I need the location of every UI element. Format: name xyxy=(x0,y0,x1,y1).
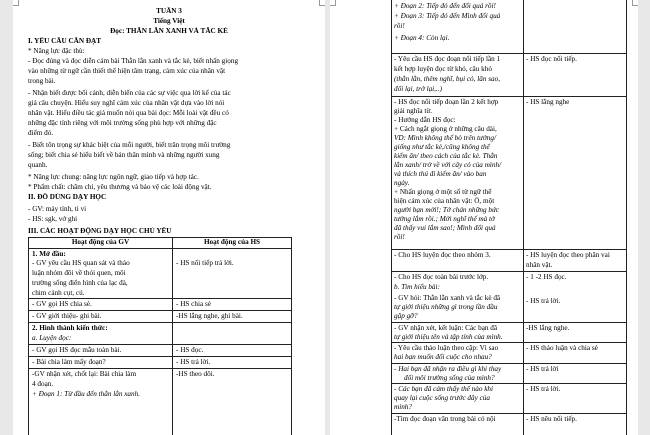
margin-mark xyxy=(330,0,336,6)
gv-text: ngày. xyxy=(394,179,410,187)
table-row xyxy=(394,385,522,412)
hs-text: - HS trả lời. xyxy=(526,385,561,393)
table-row xyxy=(32,358,170,367)
hs-text: - HS chia sẻ xyxy=(176,300,211,308)
gv-text: lằn xanh/ trở về với cây cỏ của mình/ xyxy=(394,161,502,169)
gv-text: đổi môi trường sống của mình? xyxy=(404,374,495,382)
gv-text: rồi! xyxy=(394,22,405,30)
text-line: những đặc tính riêng với môi trường sống phù hợp với những đặc xyxy=(28,119,217,127)
table-row xyxy=(394,365,522,383)
hs-text: - HS nêu nối tiếp. xyxy=(526,415,577,423)
text-line: * Năng lực đặc thù: xyxy=(28,47,85,55)
table-row xyxy=(394,251,522,260)
gv-text: hai bạn muốn đổi cuộc cho nhau? xyxy=(394,353,492,361)
table-row xyxy=(394,324,522,342)
gv-text: - Hai bạn đã nhận ra điều gì khi thay xyxy=(394,365,502,373)
text-line: sống; biết chia sẻ hiểu biết về bản thân mình và những người xung xyxy=(28,151,220,159)
hs-text: - HS đọc nối tiếp. xyxy=(526,55,577,63)
hs-text: - HS nối tiếp trả lời. xyxy=(176,259,234,267)
hs-text: - 1 -2 HS đọc. xyxy=(526,273,567,281)
table-row xyxy=(394,344,522,362)
gv-text: 1. Mở đầu: xyxy=(32,250,66,258)
gv-text: - Cho HS đọc toàn bài trước lớp. xyxy=(394,273,489,281)
gv-text: - Yêu cầu thảo luận theo cặp: Vì sao xyxy=(394,344,499,352)
table-row xyxy=(394,273,522,292)
gv-text: + Đoạn 2: Tiếp đó đến đổi quá rồi! xyxy=(394,2,496,10)
gv-text: giống như tắc kè,/cũng không thể xyxy=(394,143,490,151)
text-line: giả câu chuyện. Hiểu suy nghĩ cảm xúc của nhân vật dựa vào lời nói xyxy=(28,99,225,107)
text-line: quanh. xyxy=(28,161,48,169)
gv-text: người bạn mới!; Tớ chán những bức xyxy=(394,206,500,214)
text-line: trong bài. xyxy=(28,77,56,85)
hs-text: - HS trả lời xyxy=(526,365,559,373)
gv-text: và thích thú đi kiếm ăn/ vào ban xyxy=(394,170,487,178)
gv-text: tự giới thiệu tên và tập tính của mình. xyxy=(394,333,503,341)
hs-text: - HS lắng nghe xyxy=(526,98,570,106)
gv-text: chim cánh cụt, cú. xyxy=(32,289,85,297)
gv-text: - HS đọc nối tiếp đoạn lần 2 kết hợp xyxy=(394,98,499,106)
gv-text: + Nhấn giọng ở một số từ ngữ thể xyxy=(394,188,492,196)
gv-text: 2. Hình thành kiến thức: xyxy=(32,324,108,332)
table-row xyxy=(32,312,170,321)
table-row xyxy=(394,415,522,424)
text-line: - Nhận biết được bối cảnh, diễn biến của các sự việc qua lời kể của tác xyxy=(28,89,231,97)
margin-mark xyxy=(319,0,325,6)
section3-heading: III. CÁC HOẠT ĐỘNG DẠY HỌC CHỦ YẾU xyxy=(28,227,172,235)
gv-text: + Cách ngắt giọng ở những câu dài, xyxy=(394,125,497,133)
gv-text: - GV nhận xét, kết luận: Các bạn đã xyxy=(394,324,498,332)
table-row xyxy=(32,259,170,298)
gv-text: hiện cảm xúc của nhân vật: Ồ, một xyxy=(394,197,495,205)
table-row xyxy=(32,370,170,399)
text-line: - Đọc đúng và đọc diễn cảm bài Thằn lằn xanh và tắc kè, biết nhấn giọng xyxy=(28,57,239,65)
document-page-right xyxy=(330,0,638,435)
gv-text: - Yêu cầu HS đọc đoạn nối tiếp lần 1 xyxy=(394,55,501,63)
gv-text: luận nhóm đôi về thói quen, môi xyxy=(32,269,126,277)
hs-text: - HS luyện đọc theo phân vai xyxy=(526,251,610,259)
gv-text: a. Luyện đọc: xyxy=(32,334,72,342)
gv-text: rồi! xyxy=(394,233,405,241)
table-row xyxy=(32,250,170,259)
text-line: điểm đó. xyxy=(28,129,54,137)
gv-text: - Bài chia làm mấy đoạn? xyxy=(32,358,106,366)
gv-text: giải nghĩa từ. xyxy=(394,107,433,115)
table-row xyxy=(394,2,522,43)
table-row xyxy=(32,300,170,309)
gv-text: + Đoạn 4: Còn lại. xyxy=(394,34,450,42)
table-row xyxy=(394,55,522,94)
gv-text: gặp gỡ? xyxy=(394,312,418,320)
hs-text: -HS theo dõi. xyxy=(176,370,215,378)
section2-heading: II. ĐỒ DÙNG DẠY HỌC xyxy=(28,193,107,201)
text-line: vào những từ ngữ cần thiết thể hiện tâm trạng, cảm xúc của nhân vật xyxy=(28,67,226,75)
table-header-gv: Hoạt động của GV xyxy=(71,238,130,246)
text-line: - HS: sgk, vở ghi xyxy=(28,215,78,223)
gv-text: đổi lại, trở lại,..) xyxy=(394,85,442,93)
text-line: - Biết tôn trọng sự khác biệt của mỗi người, biết trân trọng môi trường xyxy=(28,141,231,149)
gv-text: - Hướng dẫn HS đọc: xyxy=(394,116,456,124)
hs-text: -HS lắng nghe. xyxy=(526,324,570,332)
gv-text: VD: Mình không thể bò trên tường/ xyxy=(394,134,496,142)
gv-text: + Đoạn 3: Tiếp đó đến Mình đổi quá xyxy=(394,12,501,20)
text-line: nhân vật. Hiểu điều tác giả muốn nói qua bài đọc: Mỗi loài vật đều có xyxy=(28,109,229,117)
gv-text: (thằn lằn, thêm nghĩ, bụi cỏ, lăn sao, xyxy=(394,75,501,83)
hs-text: - HS trả lời. xyxy=(526,297,561,305)
gv-text: 4 đoạn. xyxy=(32,380,54,388)
gv-text: + Đoạn 1: Từ đầu đến thằn lằn xanh. xyxy=(32,390,140,398)
gv-text: - Các bạn đã cảm thấy thế nào khi xyxy=(394,385,494,393)
gv-text: tường lắm rồi.; Mới nghĩ thế mà tớ xyxy=(394,215,495,223)
gv-text: - Cho HS luyện đọc theo nhóm 3. xyxy=(394,251,491,259)
text-line: - GV: máy tính, ti vi xyxy=(28,205,87,213)
gv-text: -Tìm đọc đoạn văn trong bài có nội xyxy=(394,415,496,423)
table-row xyxy=(394,98,522,242)
gv-text: quay lại cuộc sống trước đây của xyxy=(394,394,490,402)
gv-text: kết hợp luyện đọc từ khó, câu khó xyxy=(394,65,492,73)
table-row xyxy=(32,346,170,355)
text-line: * Phẩm chất: chăm chỉ, yêu thương và bảo vệ các loài động vật. xyxy=(28,183,212,191)
section1-heading: I. YÊU CẦU CẦN ĐẠT xyxy=(28,37,102,45)
gv-text: mình? xyxy=(394,403,412,411)
gv-text: tự giới thiệu những gì trong lần đầu xyxy=(394,303,498,311)
gv-text: - GV giới thiệu- ghi bài. xyxy=(32,312,102,320)
gv-text: kiếm ăn/ theo cách của tắc kè. Thằn xyxy=(394,152,498,160)
table-header-hs: Hoạt động của HS xyxy=(203,238,261,246)
hs-text: - HS thảo luận và chia sẻ xyxy=(526,344,598,352)
margin-mark xyxy=(13,0,19,6)
document-page-left xyxy=(13,0,325,435)
text-line: * Năng lực chung: năng lực ngôn ngữ, giao tiếp và hợp tác. xyxy=(28,173,199,181)
hs-text: - HS đọc. xyxy=(176,346,204,354)
hs-text: - HS trả lời. xyxy=(176,358,211,366)
gv-text: đã thấy vui lắm sao!; Mình đổi quá xyxy=(394,224,496,232)
gv-text: - GV gọi HS đọc mẫu toàn bài. xyxy=(32,346,122,354)
gv-text: b. Tìm hiểu bài: xyxy=(394,283,440,291)
gv-text: -GV nhận xét, chốt lại: Bài chia làm xyxy=(32,370,137,378)
gv-text: - GV hỏi: Thằn lằn xanh và tắc kè đã xyxy=(394,294,501,302)
hs-text: -HS lắng nghe, ghi bài. xyxy=(176,312,243,320)
gv-text: - GV yêu cầu HS quan sát và thảo xyxy=(32,259,130,267)
hs-text: nhân vật. xyxy=(526,261,553,269)
lesson-title: Đọc: THẰN LẰN XANH VÀ TẮC KÈ xyxy=(110,27,228,35)
gv-text: - GV gọi HS chia sẻ. xyxy=(32,300,92,308)
subject-heading: Tiếng Việt xyxy=(153,17,185,25)
gv-text: trường sống điển hình của lạc đà, xyxy=(32,279,128,287)
margin-mark xyxy=(632,0,638,6)
table-row xyxy=(32,324,170,343)
table-row xyxy=(394,294,522,321)
week-heading: TUẦN 3 xyxy=(156,7,182,15)
